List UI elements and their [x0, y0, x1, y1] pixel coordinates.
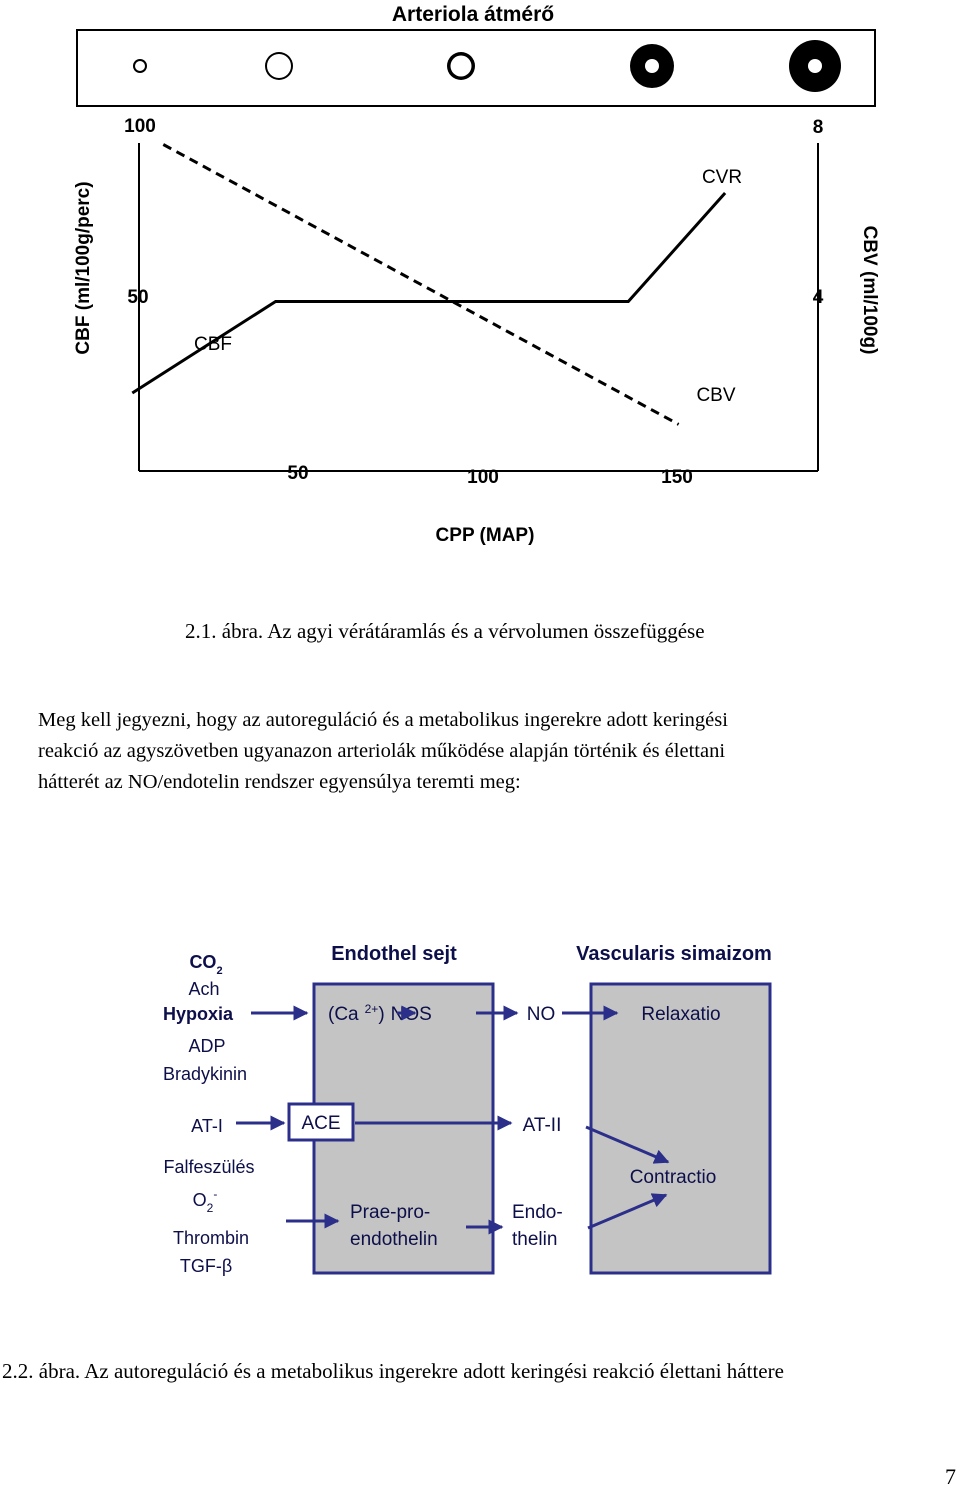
page-number: 7: [945, 1464, 956, 1489]
vessel-diameter-panel: [77, 30, 875, 106]
x-tick-50: 50: [287, 463, 309, 484]
endothel-cell-header: Endothel sejt: [331, 943, 457, 965]
vessel-lumen: [451, 56, 472, 77]
body-paragraph: [38, 705, 938, 798]
stimuli-group-1: [163, 952, 247, 1084]
vessel-lumen: [267, 54, 291, 78]
figure-2-caption: 2.2. ábra. Az autoreguláció és a metabolikus ingerekre adott keringési reakció élettani háttere: [2, 1359, 784, 1383]
y-right-tick-8: 8: [812, 117, 824, 138]
figure-2-diagram: [0, 930, 960, 1290]
paragraph-line: reakció az agyszövetben ugyanazon arteriolák működése alapján történik és élettani: [38, 740, 726, 762]
adp-label: ADP: [188, 1036, 226, 1056]
falfeszules-label: Falfeszülés: [163, 1157, 255, 1177]
ca-nos-label: (Ca $^{2+}$) NOS: [328, 1002, 432, 1025]
ach-label: Ach: [188, 979, 220, 999]
bradykinin-label: Bradykinin: [162, 1064, 248, 1084]
y-left-tick-50: 50: [127, 287, 149, 308]
x-axis-label: CPP (MAP): [435, 525, 535, 546]
ace-label: ACE: [301, 1113, 341, 1134]
x-tick-150: 150: [661, 467, 693, 488]
vascular-smooth-muscle-box: [591, 984, 770, 1273]
vascular-smooth-muscle-header: Vascularis simaizom: [576, 943, 772, 965]
stimuli-group-2: [163, 1157, 254, 1276]
no-label: NO: [526, 1004, 556, 1025]
cbf-series-line: [132, 193, 725, 393]
vessel-lumen: [645, 59, 659, 73]
superoxide-label: $O_2^-$: [192, 1187, 218, 1215]
y-left-tick-100: 100: [124, 116, 156, 137]
prae-pro-endothelin-label: Prae-pro-endothelin: [350, 1202, 438, 1250]
y-axis-left-label: CBF (ml/100g/perc): [73, 181, 94, 355]
relaxatio-label: Relaxatio: [641, 1004, 721, 1025]
contractio-label: Contractio: [629, 1167, 717, 1188]
cbf-series-label: CBF: [194, 334, 232, 355]
paragraph-line: hátterét az NO/endotelin rendszer egyensúlya teremti meg:: [38, 771, 521, 793]
y-right-tick-4: 4: [812, 287, 824, 308]
cvr-series-label: CVR: [701, 167, 743, 188]
paragraph-line: Meg kell jegyezni, hogy az autoreguláció és a metabolikus ingerekre adott keringési: [38, 709, 728, 731]
thrombin-label: Thrombin: [172, 1228, 250, 1248]
vessel-lumen: [808, 59, 822, 73]
at2-label: AT-II: [522, 1115, 562, 1136]
vessel-diameter-row: [133, 40, 841, 92]
cbv-series-label: CBV: [696, 385, 736, 406]
tgf-beta-label: TGF-β: [179, 1256, 233, 1276]
figure-1-title: Arteriola átmérő: [391, 3, 555, 26]
co2-label: $CO_2$: [189, 952, 223, 977]
y-axis-right-label: CBV (ml/100g): [859, 225, 880, 355]
figure-1-chart: [0, 0, 960, 600]
at1-label: AT-I: [191, 1116, 223, 1136]
cbv-series-line: [163, 145, 678, 425]
hypoxia-label: Hypoxia: [162, 1004, 234, 1024]
endothelin-label: Endo-thelin: [512, 1202, 563, 1250]
x-tick-100: 100: [467, 467, 499, 488]
figure-1-caption: 2.1. ábra. Az agyi vérátáramlás és a vérvolumen összefüggése: [185, 619, 705, 643]
vessel-lumen: [135, 61, 145, 71]
